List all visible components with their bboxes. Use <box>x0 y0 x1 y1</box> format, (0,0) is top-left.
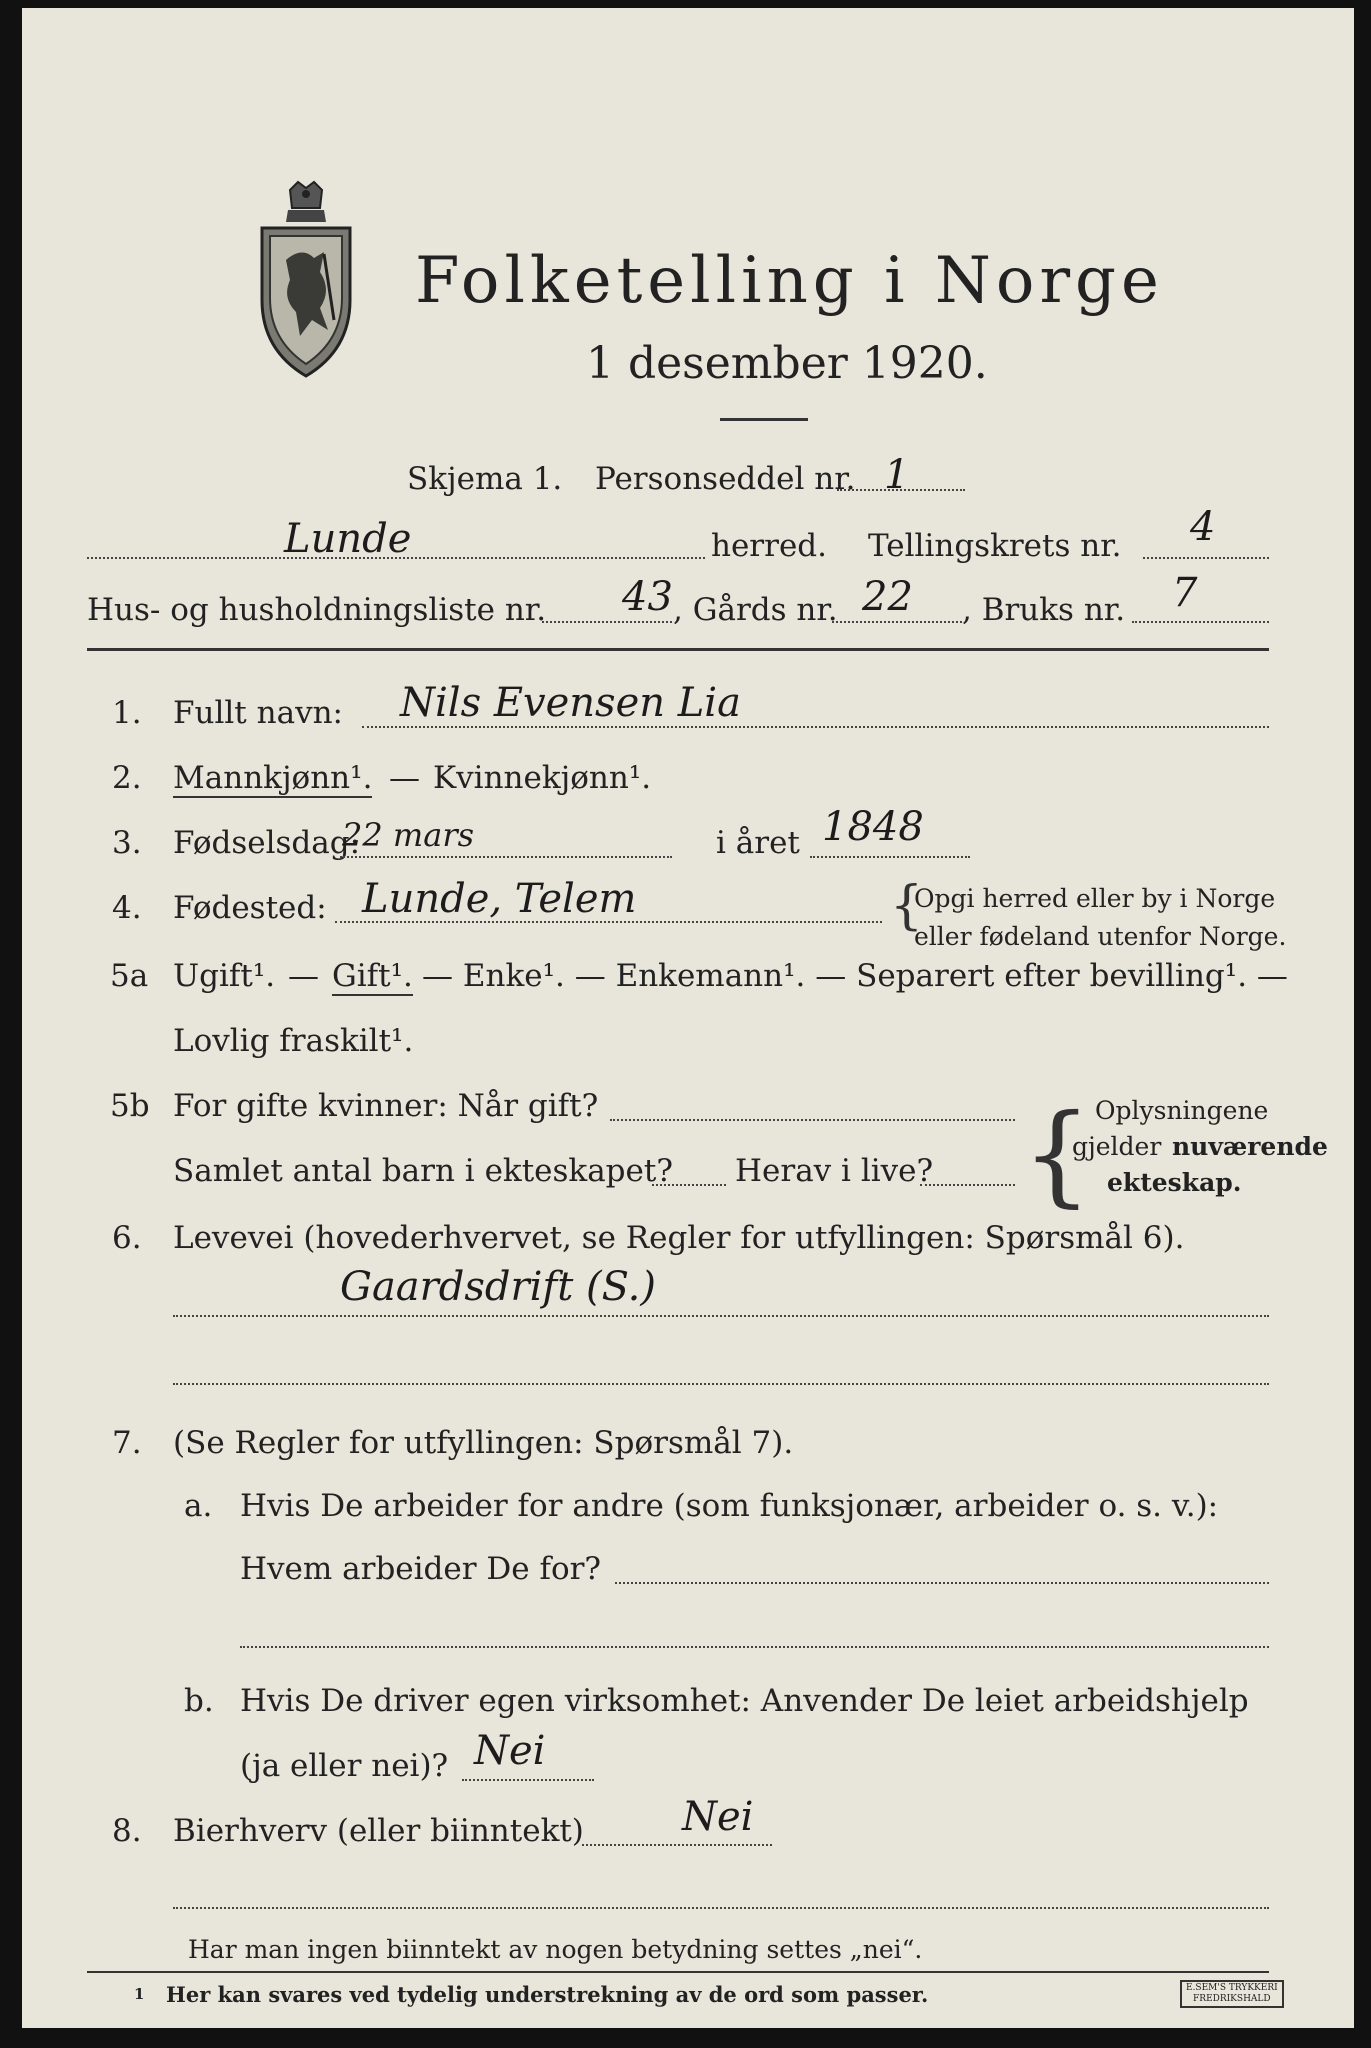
q1-label: Fullt navn: <box>173 695 343 731</box>
q5b-note-line2a: gjelder <box>1072 1132 1162 1161</box>
side-income-field[interactable] <box>582 1844 772 1846</box>
gards-field[interactable] <box>832 621 962 623</box>
side-income-field-line2[interactable] <box>173 1907 1269 1909</box>
tellingskrets-field[interactable] <box>1143 557 1269 559</box>
status-dash: — <box>288 958 319 994</box>
q5b-note-line3: ekteskap. <box>1107 1168 1242 1197</box>
printer-stamp <box>1180 1980 1284 2008</box>
form-date: 1 desember 1920. <box>586 338 988 389</box>
q5b-note-line1: Oplysningene <box>1095 1096 1269 1125</box>
form-title: Folketelling i Norge <box>415 244 1164 318</box>
husliste-label: Hus- og husholdningsliste nr. <box>87 592 547 628</box>
occupation-value: Gaardsdrift (S.) <box>340 1264 656 1310</box>
footnote-separator <box>87 1971 1269 1973</box>
q5b-note-line2b: nuværende <box>1172 1132 1328 1161</box>
married-date-field[interactable] <box>610 1119 1015 1121</box>
children-alive-field[interactable] <box>920 1184 1015 1186</box>
q6-number: 6. <box>112 1220 142 1256</box>
bruks-field[interactable] <box>1132 621 1269 623</box>
status-other-options[interactable]: — Enke¹. — Enkemann¹. — Separert efter bevilling¹. — <box>422 958 1288 994</box>
occupation-field-line1[interactable] <box>173 1315 1269 1317</box>
q1-number: 1. <box>112 695 142 731</box>
q4-label: Fødested: <box>173 890 327 926</box>
herred-value: Lunde <box>284 516 412 562</box>
husliste-value: 43 <box>622 574 673 620</box>
year-label: i året <box>716 825 800 861</box>
q7b-line2: (ja eller nei)? <box>240 1748 449 1784</box>
full-name-value: Nils Evensen Lia <box>400 680 741 726</box>
birth-year-value: 1848 <box>822 804 924 850</box>
occupation-field-line2[interactable] <box>173 1383 1269 1385</box>
q5b-children-label: Samlet antal barn i ekteskapet? <box>173 1153 673 1189</box>
employer-field-line2[interactable] <box>240 1646 1269 1648</box>
q7-label: (Se Regler for utfyllingen: Spørsmål 7). <box>173 1425 794 1461</box>
q5b-brace: { <box>1022 1090 1092 1218</box>
census-form-page <box>22 8 1354 2028</box>
hired-help-field[interactable] <box>462 1779 594 1781</box>
side-income-value: Nei <box>682 1794 754 1840</box>
bruks-value: 7 <box>1172 570 1198 616</box>
skjema-label: Skjema 1. <box>407 461 563 497</box>
birthday-value: 22 mars <box>342 816 475 854</box>
q5a-number: 5a <box>110 958 149 994</box>
personseddel-label: Personseddel nr. <box>595 461 856 497</box>
q7a-line2: Hvem arbeider De for? <box>240 1551 602 1587</box>
children-count-field[interactable] <box>652 1184 726 1186</box>
q3-number: 3. <box>112 825 142 861</box>
q4-brace: { <box>890 876 924 936</box>
header-separator <box>87 648 1269 651</box>
birthday-field[interactable] <box>340 856 672 858</box>
q7b-line1: Hvis De driver egen virksomhet: Anvender De leiet arbeidshjelp <box>240 1683 1249 1719</box>
status-divorced-option[interactable]: Lovlig fraskilt¹. <box>173 1023 414 1059</box>
personseddel-value: 1 <box>884 452 910 498</box>
gards-label: , Gårds nr. <box>673 592 838 628</box>
q4-number: 4. <box>112 890 142 926</box>
q7a-line1: Hvis De arbeider for andre (som funksjonær, arbeider o. s. v.): <box>240 1488 1219 1524</box>
stamp-line1: E.SEM'S TRYKKERI <box>1186 1983 1278 1993</box>
bruks-label: , Bruks nr. <box>962 592 1126 628</box>
herred-label: herred. <box>711 528 827 564</box>
gender-separator: — <box>389 760 420 796</box>
q5b-alive-label: Herav i live? <box>735 1153 934 1189</box>
q6-label: Levevei (hovederhvervet, se Regler for utfyllingen: Spørsmål 6). <box>173 1220 1185 1256</box>
gards-value: 22 <box>862 574 913 620</box>
hired-help-value: Nei <box>474 1728 546 1774</box>
q7b-letter: b. <box>184 1683 214 1719</box>
full-name-field[interactable] <box>362 726 1269 728</box>
q7a-letter: a. <box>184 1488 213 1524</box>
q8-number: 8. <box>112 1813 142 1849</box>
status-unmarried-option[interactable]: Ugift¹. <box>173 958 276 994</box>
tellingskrets-value: 4 <box>1190 504 1216 550</box>
q4-note-line1: Opgi herred eller by i Norge <box>914 884 1276 913</box>
q5b-number: 5b <box>110 1088 150 1124</box>
title-divider <box>720 418 808 421</box>
q4-note-line2: eller fødeland utenfor Norge. <box>914 922 1287 951</box>
q2-number: 2. <box>112 760 142 796</box>
footnote-mark: 1 <box>134 1985 145 2003</box>
gender-male-option[interactable]: Mannkjønn¹. <box>173 760 373 796</box>
employer-field[interactable] <box>615 1582 1269 1584</box>
q8-label: Bierhverv (eller biinntekt) <box>173 1813 584 1849</box>
birthplace-value: Lunde, Telem <box>362 876 637 922</box>
stamp-line2: FREDRIKSHALD <box>1193 1994 1271 2004</box>
husliste-field[interactable] <box>542 621 672 623</box>
footnote-text: Her kan svares ved tydelig understrekning av de ord som passer. <box>166 1982 929 2007</box>
q5b-line1: For gifte kvinner: Når gift? <box>173 1088 599 1124</box>
q8-note: Har man ingen biinntekt av nogen betydning settes „nei“. <box>188 1935 923 1964</box>
birth-year-field[interactable] <box>810 856 970 858</box>
gender-female-option[interactable]: Kvinnekjønn¹. <box>433 760 652 796</box>
q7-number: 7. <box>112 1425 142 1461</box>
norwegian-coat-of-arms-icon <box>250 180 362 380</box>
tellingskrets-label: Tellingskrets nr. <box>868 528 1122 564</box>
q3-label: Fødselsdag: <box>173 825 361 861</box>
status-married-option[interactable]: Gift¹. <box>332 958 413 994</box>
